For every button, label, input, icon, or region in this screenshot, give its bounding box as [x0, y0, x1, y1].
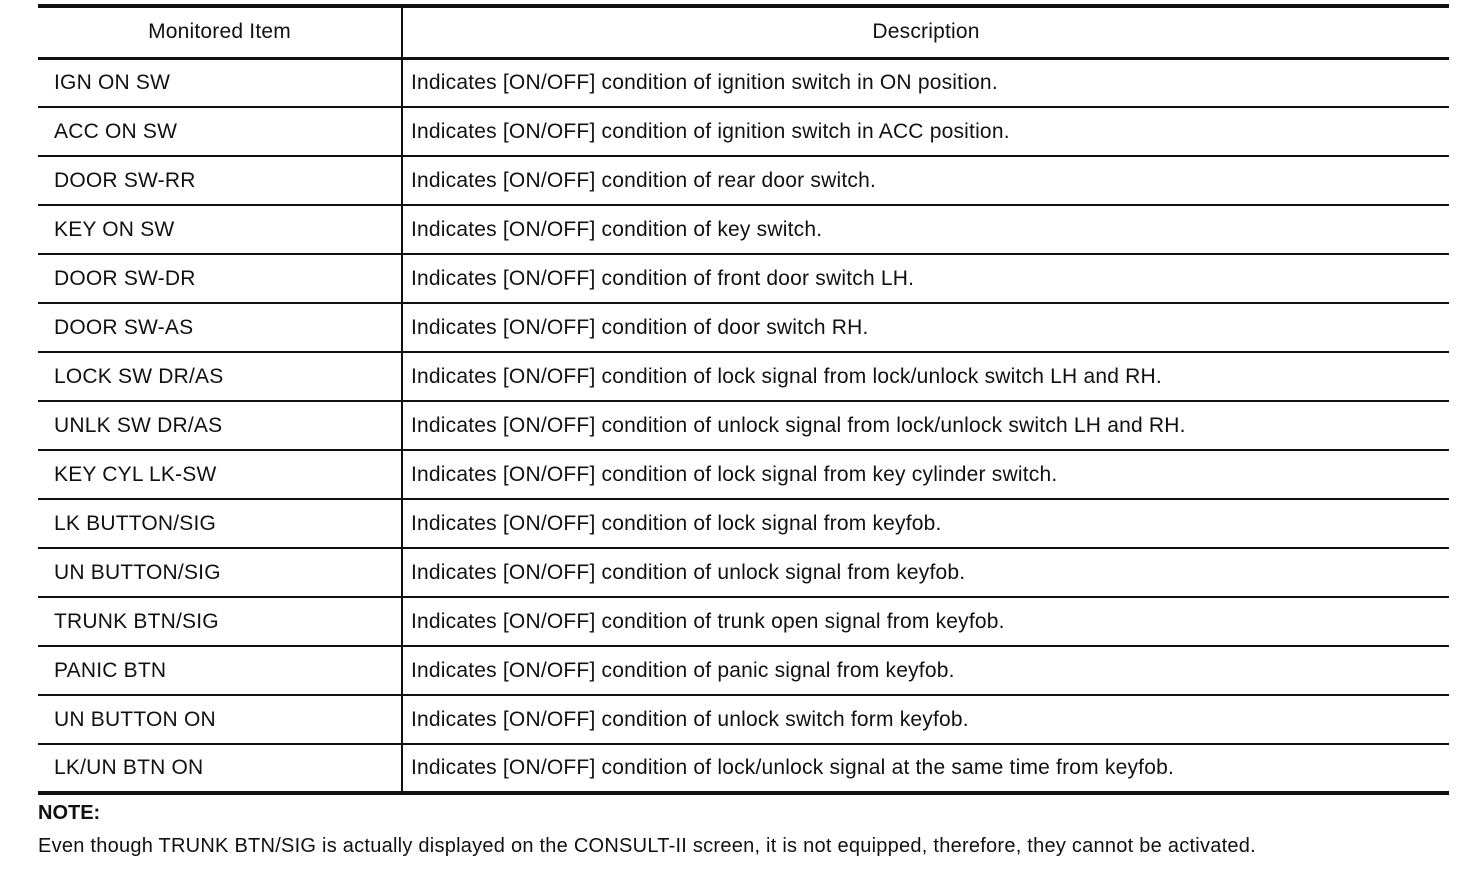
table-row [38, 254, 1449, 303]
monitored-item-cell: DOOR SW-AS [38, 303, 402, 352]
header-monitored-item: Monitored Item [38, 6, 402, 58]
table-body [38, 58, 1449, 793]
table-row [38, 548, 1449, 597]
table-row [38, 695, 1449, 744]
note-block [38, 800, 1449, 858]
monitored-item-cell: LK/UN BTN ON [38, 744, 402, 793]
table-header [38, 6, 1449, 58]
table-row [38, 450, 1449, 499]
description-cell: Indicates [ON/OFF] condition of lock signal from lock/unlock switch LH and RH. [402, 352, 1449, 401]
table-row [38, 205, 1449, 254]
monitored-item-cell: DOOR SW-DR [38, 254, 402, 303]
description-cell: Indicates [ON/OFF] condition of lock/unlock signal at the same time from keyfob. [402, 744, 1449, 793]
table-row [38, 156, 1449, 205]
monitored-item-cell: UNLK SW DR/AS [38, 401, 402, 450]
description-cell: Indicates [ON/OFF] condition of trunk open signal from keyfob. [402, 597, 1449, 646]
monitored-item-cell: PANIC BTN [38, 646, 402, 695]
monitored-item-cell: UN BUTTON/SIG [38, 548, 402, 597]
description-cell: Indicates [ON/OFF] condition of unlock signal from keyfob. [402, 548, 1449, 597]
description-cell: Indicates [ON/OFF] condition of unlock switch form keyfob. [402, 695, 1449, 744]
table-row [38, 303, 1449, 352]
description-cell: Indicates [ON/OFF] condition of door switch RH. [402, 303, 1449, 352]
table-row [38, 744, 1449, 793]
monitored-item-cell: UN BUTTON ON [38, 695, 402, 744]
table-row [38, 499, 1449, 548]
description-cell: Indicates [ON/OFF] condition of front door switch LH. [402, 254, 1449, 303]
header-description: Description [402, 6, 1449, 58]
table-row [38, 597, 1449, 646]
monitored-item-cell: IGN ON SW [38, 58, 402, 107]
description-cell: Indicates [ON/OFF] condition of lock signal from key cylinder switch. [402, 450, 1449, 499]
description-cell: Indicates [ON/OFF] condition of rear door switch. [402, 156, 1449, 205]
header-row [38, 6, 1449, 58]
table-row [38, 401, 1449, 450]
monitored-item-cell: ACC ON SW [38, 107, 402, 156]
monitored-item-cell: DOOR SW-RR [38, 156, 402, 205]
document [38, 4, 1449, 858]
monitored-items-table [38, 4, 1449, 795]
table-row [38, 107, 1449, 156]
table-row [38, 646, 1449, 695]
description-cell: Indicates [ON/OFF] condition of ignition switch in ON position. [411, 70, 998, 94]
description-cell: Indicates [ON/OFF] condition of ignition switch in ACC position. [402, 107, 1449, 156]
monitored-item-cell: TRUNK BTN/SIG [38, 597, 402, 646]
description-cell: Indicates [ON/OFF] condition of panic signal from keyfob. [402, 646, 1449, 695]
description-cell: Indicates [ON/OFF] condition of key switch. [402, 205, 1449, 254]
note-title: NOTE: [38, 802, 101, 824]
table-row [38, 58, 1449, 107]
monitored-item-cell: LK BUTTON/SIG [38, 499, 402, 548]
monitored-item-cell: KEY CYL LK-SW [38, 450, 402, 499]
monitored-item-cell: KEY ON SW [38, 205, 402, 254]
description-cell: Indicates [ON/OFF] condition of unlock signal from lock/unlock switch LH and RH. [402, 401, 1449, 450]
monitored-item-cell: LOCK SW DR/AS [38, 352, 402, 401]
description-cell: Indicates [ON/OFF] condition of lock signal from keyfob. [402, 499, 1449, 548]
table-row [38, 352, 1449, 401]
note-text: Even though TRUNK BTN/SIG is actually displayed on the CONSULT-II screen, it is not equipped, therefore, they cannot be activated. [38, 835, 1256, 857]
